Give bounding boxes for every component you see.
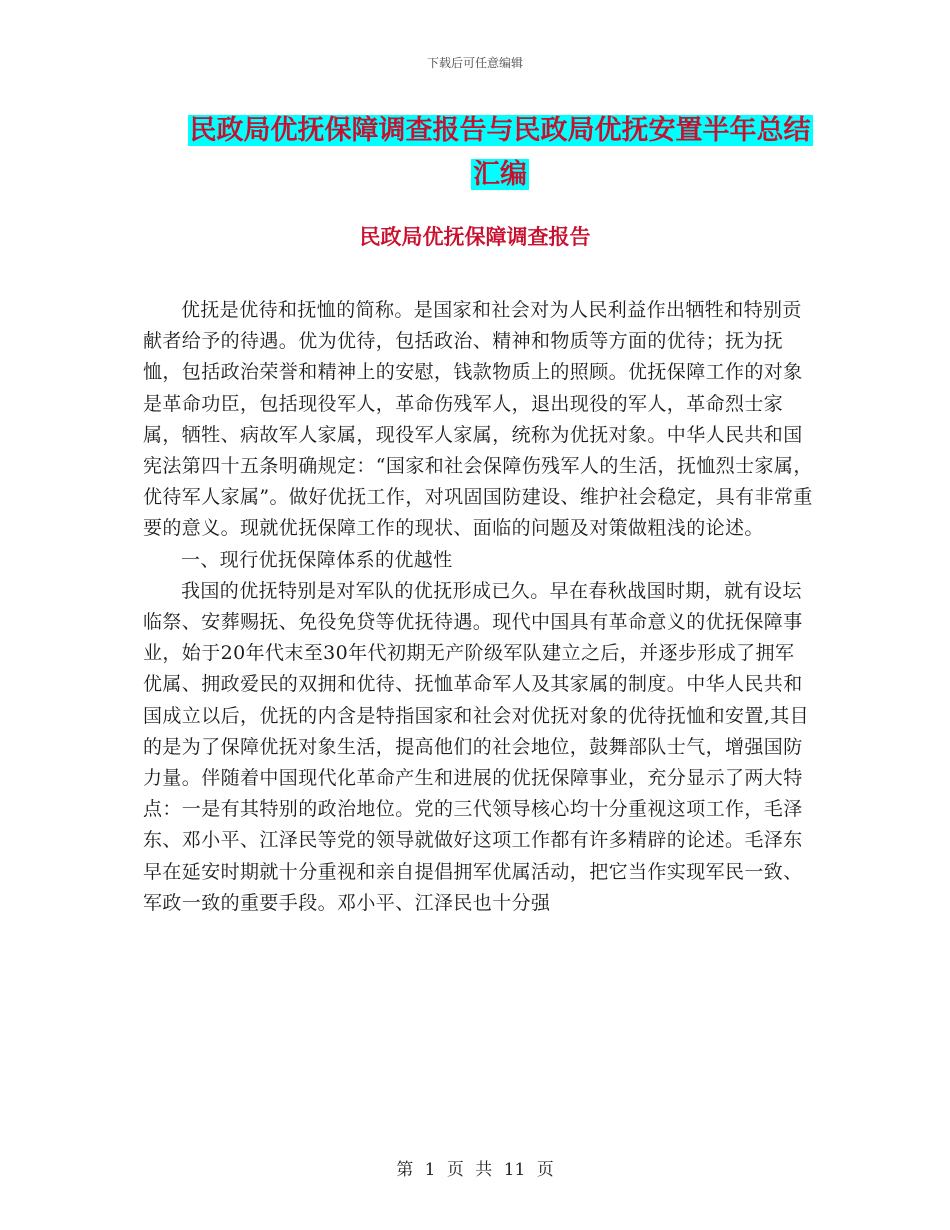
page-header: 下载后可任意编辑	[426, 56, 523, 70]
section-heading: 一、现行优抚保障体系的优越性	[181, 548, 453, 571]
title-highlight: 汇编	[473, 159, 527, 190]
document-body	[143, 295, 813, 919]
paragraph: 优抚是优待和抚恤的简称。是国家和社会对为人民利益作出牺牲和特别贡献者给予的待遇。优为优待，包括政治、精神和物质等方面的优待；抚为抚恤，包括政治荣誉和精神上的安慰，钱款物质上的照顾。优抚保障工作的对象是革命功臣，包括现役军人，革命伤残军人，退出现役的军人，革命烈士家属，牺牲、病故军人家属，现役军人家属，统称为优抚对象。中华人民共和国宪法第四十五条明确规定：“国家和社会保障伤残军人的生活，抚恤烈士家属，优待军人家属”。做好优抚工作，对巩固国防建设、维护社会稳定，具有非常重要的意义。现就优抚保障工作的现状、面临的问题及对策做粗浅的论述。	[143, 299, 813, 540]
document-title-line-2	[120, 152, 880, 198]
document-title-line-1	[120, 108, 880, 154]
page-footer: 第 1 页 共 11 页	[396, 1160, 554, 1180]
paragraph: 我国的优抚特别是对军队的优抚形成已久。早在春秋战国时期，就有设坛临祭、安葬赐抚、免役免贷等优抚待遇。现代中国具有革命意义的优抚保障事业，始于20年代末至30年代初期无产阶级军队建立之后，并逐步形成了拥军优属、拥政爱民的双拥和优待、抚恤革命军人及其家属的制度。中华人民共和国成立以后，优抚的内含是特指国家和社会对优抚对象的优待抚恤和安置,其目的是为了保障优抚对象生活，提高他们的社会地位，鼓舞部队士气，增强国防力量。伴随着中国现代化革命产生和进展的优抚保障事业，充分显示了两大特点：一是有其特别的政治地位。党的三代领导核心均十分重视这项工作，毛泽东、邓小平、江泽民等党的领导就做好这项工作都有许多精辟的论述。毛泽东早在延安时期就十分重视和亲自提倡拥军优属活动，把它当作实现军民一致、军政一致的重要手段。邓小平、江泽民也十分强	[143, 579, 810, 914]
title-highlight: 民政局优抚保障调查报告与民政局优抚安置半年总结	[189, 115, 811, 146]
section-title: 民政局优抚保障调查报告	[359, 224, 591, 249]
